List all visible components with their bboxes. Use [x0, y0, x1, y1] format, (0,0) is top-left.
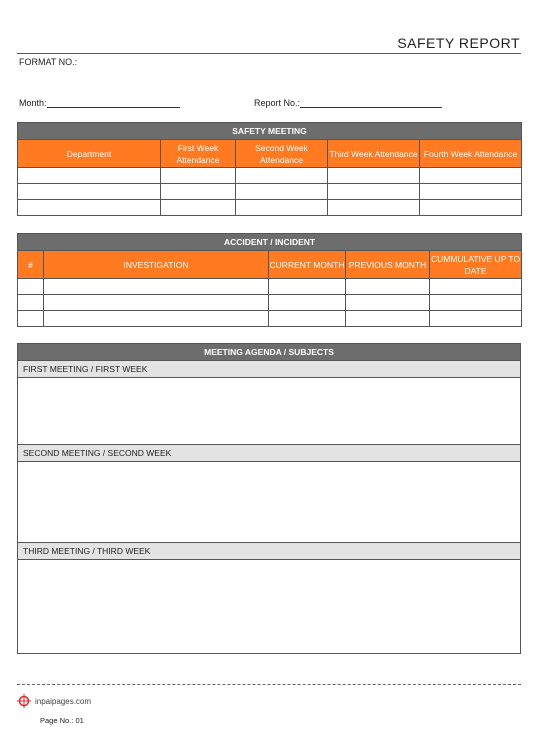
first-meeting-heading: FIRST MEETING / FIRST WEEK — [18, 361, 521, 378]
col-department: Department — [18, 140, 161, 168]
second-meeting-heading: SECOND MEETING / SECOND WEEK — [18, 445, 521, 462]
col-fourth-week: Fourth Week Attendance — [420, 140, 522, 168]
col-first-week: First Week Attendance — [161, 140, 236, 168]
accident-table — [17, 233, 522, 327]
report-no-field[interactable] — [254, 97, 442, 108]
table-row[interactable] — [18, 168, 522, 184]
col-current-month: CURRENT MONTH — [269, 251, 346, 279]
col-previous-month: PREVIOUS MONTH — [346, 251, 430, 279]
table-row[interactable] — [18, 295, 522, 311]
report-no-input-line[interactable] — [300, 97, 442, 108]
month-label: Month: — [19, 98, 47, 108]
title-divider — [17, 53, 521, 54]
month-field[interactable] — [19, 97, 180, 108]
table-row[interactable] — [18, 200, 522, 216]
page-number: Page No.: 01 — [40, 716, 84, 725]
agenda-title: MEETING AGENDA / SUBJECTS — [18, 344, 521, 361]
format-no-label: FORMAT NO.: — [19, 57, 78, 67]
first-meeting-notes[interactable] — [18, 378, 521, 445]
col-number: # — [18, 251, 44, 279]
third-meeting-heading: THIRD MEETING / THIRD WEEK — [18, 543, 521, 560]
crosshair-logo-icon — [17, 694, 31, 710]
page-title: SAFETY REPORT — [397, 35, 520, 51]
table-row[interactable] — [18, 311, 522, 327]
third-meeting-notes[interactable] — [18, 560, 521, 654]
second-meeting-notes[interactable] — [18, 462, 521, 543]
col-third-week: Third Week Attendance — [328, 140, 420, 168]
safety-meeting-table — [17, 122, 522, 216]
col-investigation: INVESTIGATION — [44, 251, 269, 279]
table-row[interactable] — [18, 279, 522, 295]
col-second-week: Second Week Attendance — [236, 140, 328, 168]
safety-meeting-title: SAFETY MEETING — [18, 123, 522, 140]
accident-title: ACCIDENT / INCIDENT — [18, 234, 522, 251]
table-row[interactable] — [18, 184, 522, 200]
brand-text: inpaipages.com — [35, 697, 92, 707]
footer-divider — [17, 684, 521, 685]
col-cumulative: CUMMULATIVE UP TO DATE — [430, 251, 522, 279]
report-no-label: Report No.: — [254, 98, 301, 108]
month-input-line[interactable] — [47, 97, 180, 108]
footer-brand — [17, 694, 91, 710]
agenda-table — [17, 343, 521, 654]
